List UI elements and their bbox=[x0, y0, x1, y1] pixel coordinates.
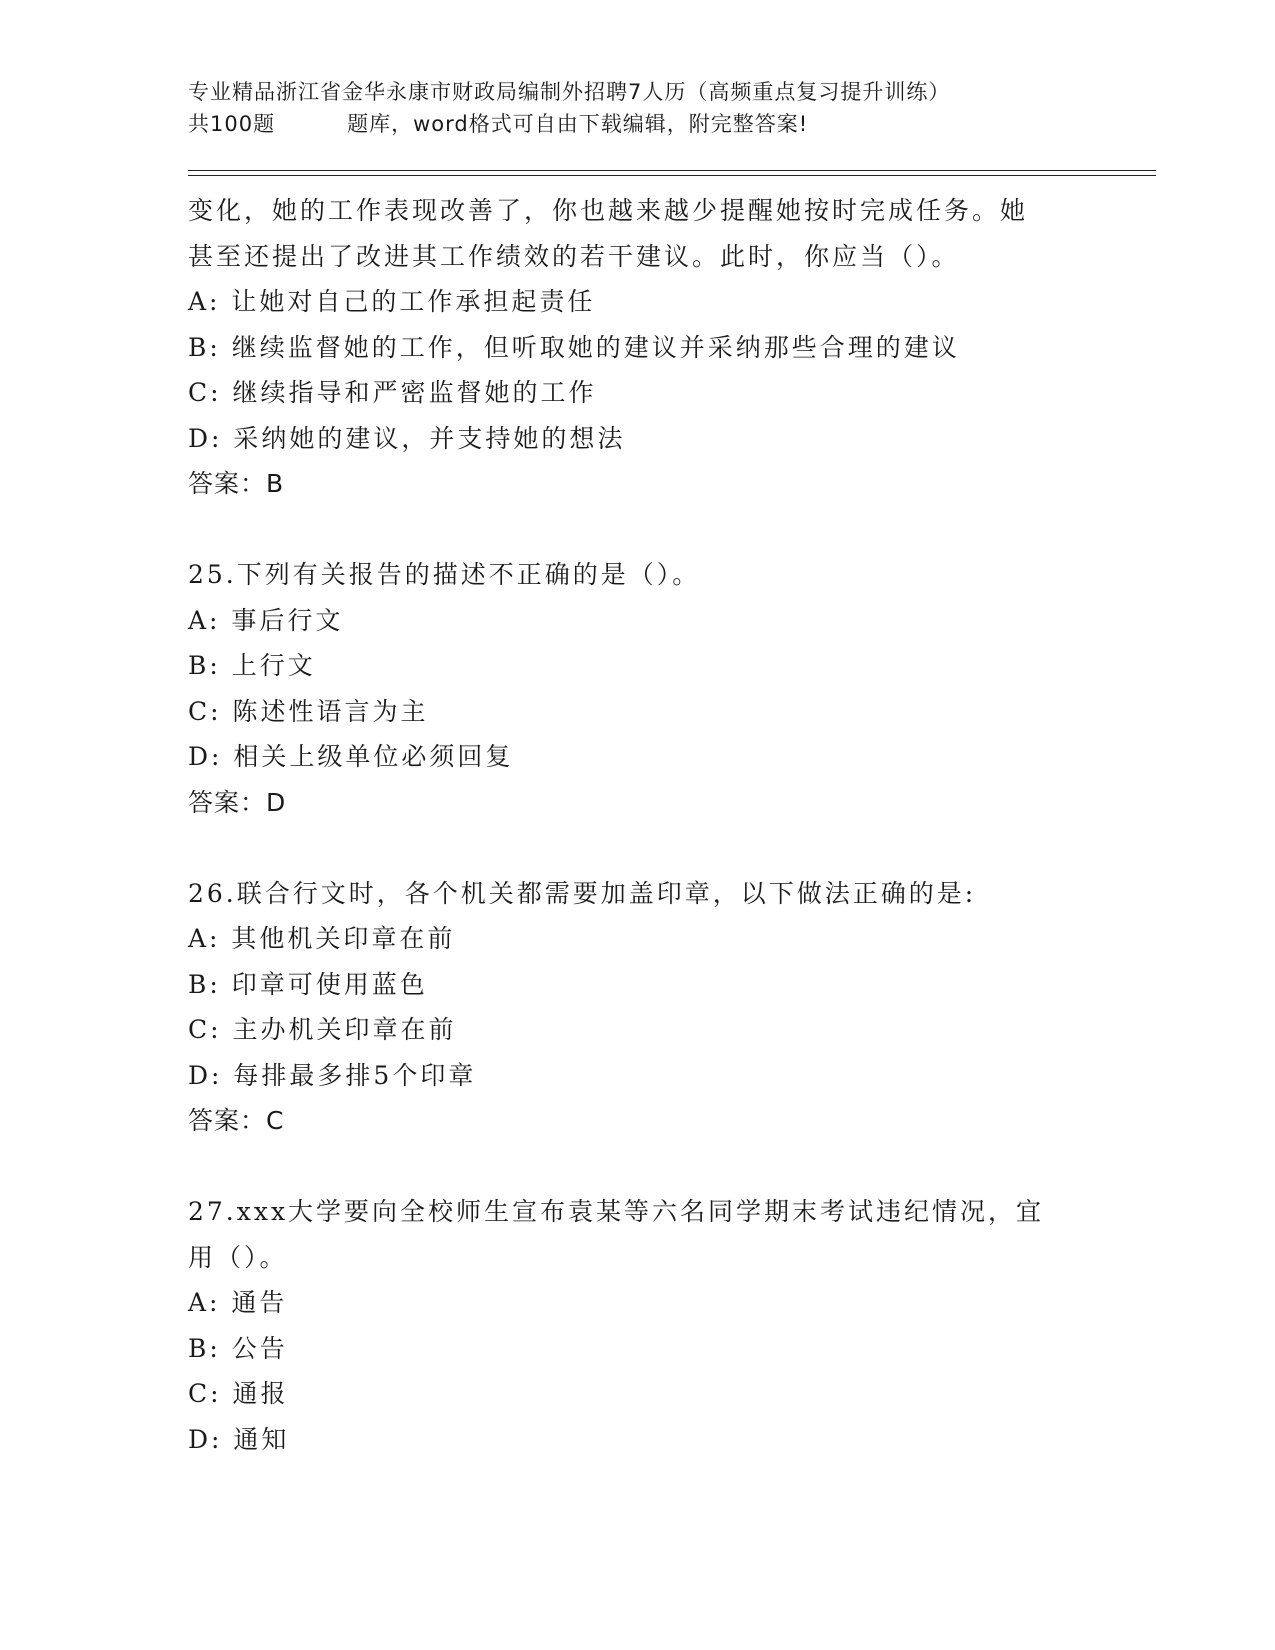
option-d: D: 采纳她的建议，并支持她的想法 bbox=[188, 423, 626, 453]
answer: 答案：B bbox=[188, 469, 285, 498]
option-a: A: 其他机关印章在前 bbox=[188, 924, 456, 953]
question-26 bbox=[188, 871, 1088, 1144]
option-a: A: 让她对自己的工作承担起责任 bbox=[188, 287, 596, 316]
option-c: C: 陈述性语言为主 bbox=[188, 696, 429, 726]
option-a: A: 通告 bbox=[188, 1288, 288, 1317]
question-stem: 用（）。 bbox=[188, 1242, 288, 1272]
question-27 bbox=[188, 1189, 1088, 1462]
question-stem: 26.联合行文时，各个机关都需要加盖印章，以下做法正确的是: bbox=[188, 878, 977, 908]
answer: 答案：D bbox=[188, 787, 287, 817]
option-b: B: 公告 bbox=[188, 1333, 288, 1363]
header-description: 题库，word格式可自由下载编辑，附完整答案! bbox=[347, 112, 809, 136]
question-stem: 变化，她的工作表现改善了，你也越来越少提醒她按时完成任务。她 bbox=[188, 196, 1029, 225]
header-rule-top bbox=[188, 170, 1156, 171]
question-stem: 甚至还提出了改进其工作绩效的若干建议。此时，你应当（）。 bbox=[188, 241, 960, 271]
question-stem: 27.xxx大学要向全校师生宣布袁某等六名同学期末考试违纪情况，宜 bbox=[188, 1197, 1045, 1226]
option-b: B: 继续监督她的工作，但听取她的建议并采纳那些合理的建议 bbox=[188, 332, 960, 362]
option-a: A: 事后行文 bbox=[188, 605, 344, 635]
question-25 bbox=[188, 552, 1088, 825]
header-subtitle bbox=[188, 108, 1088, 140]
option-b: B: 上行文 bbox=[188, 651, 316, 680]
header-title: 专业精品浙江省金华永康市财政局编制外招聘7人历（高频重点复习提升训练） bbox=[188, 80, 951, 104]
question-content bbox=[188, 188, 1088, 1462]
option-d: D: 每排最多排5个印章 bbox=[188, 1060, 477, 1090]
page-header bbox=[188, 76, 1088, 140]
option-c: C: 继续指导和严密监督她的工作 bbox=[188, 378, 597, 407]
option-c: C: 主办机关印章在前 bbox=[188, 1015, 457, 1044]
option-c: C: 通报 bbox=[188, 1379, 289, 1408]
header-rule-bottom bbox=[188, 175, 1156, 176]
answer: 答案：C bbox=[188, 1106, 285, 1135]
option-d: D: 相关上级单位必须回复 bbox=[188, 742, 514, 771]
header-count: 共100题 bbox=[188, 112, 276, 136]
option-d: D: 通知 bbox=[188, 1424, 290, 1454]
question-stem: 25.下列有关报告的描述不正确的是（）。 bbox=[188, 560, 701, 589]
question-24 bbox=[188, 188, 1088, 507]
option-b: B: 印章可使用蓝色 bbox=[188, 969, 428, 999]
